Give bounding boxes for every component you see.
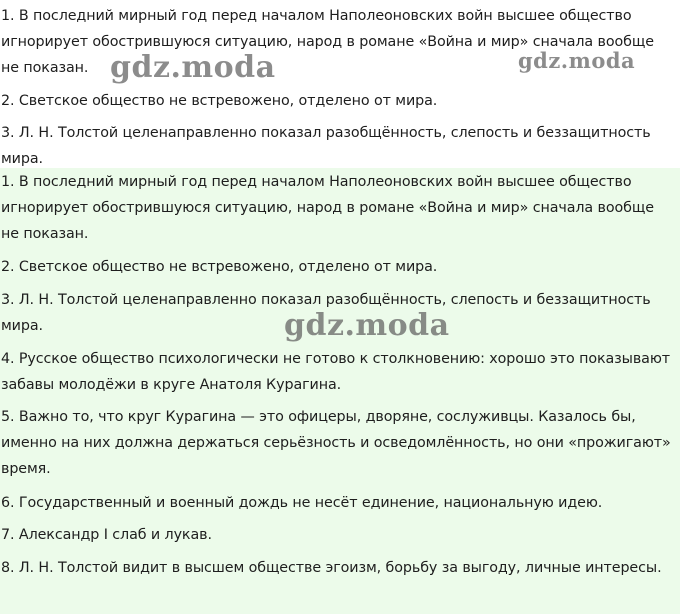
watermark-logo-small: gdz.moda — [518, 48, 636, 73]
watermark-logo: gdz.moda — [110, 50, 276, 85]
answer-paragraph-3: 3. Л. Н. Толстой целенаправленно показал разобщённость, слепость и беззащитность мира. — [1, 292, 651, 334]
answer-paragraph-1: 1. В последний мирный год перед началом Наполеоновских войн высшее общество игнорирует обострившуюся ситуацию, народ в романе «Война и мир» сначала вообще не показан. — [1, 174, 654, 242]
answer-paragraph-7: 7. Александр I слаб и лукав. — [1, 527, 212, 543]
top-paragraph-2: 2. Светское общество не встревожено, отделено от мира. — [1, 93, 438, 109]
watermark-logo-center: gdz.moda — [284, 308, 450, 343]
answer-paragraph-4: 4. Русское общество психологически не готово к столкновению: хорошо это показывают забавы молодёжи в круге Анатоля Курагина. — [1, 351, 670, 393]
answer-paragraph-8: 8. Л. Н. Толстой видит в высшем обществе эгоизм, борьбу за выгоду, личные интересы. — [1, 560, 662, 576]
answer-paragraph-2: 2. Светское общество не встревожено, отделено от мира. — [1, 259, 438, 275]
top-paragraph-1: 1. В последний мирный год перед началом Наполеоновских войн высшее общество игнорирует обострившуюся ситуацию, народ в романе «Война и мир» сначала вообще не показан. — [1, 8, 654, 76]
top-paragraph-3: 3. Л. Н. Толстой целенаправленно показал разобщённость, слепость и беззащитность мира. — [1, 125, 651, 167]
answer-paragraph-5: 5. Важно то, что круг Курагина — это офицеры, дворяне, сослуживцы. Казалось бы, именно на них должна держаться серьёзность и осведомлённость, но они «прожигают» время. — [1, 409, 671, 477]
answer-paragraph-6: 6. Государственный и военный дождь не несёт единение, национальную идею. — [1, 495, 603, 511]
